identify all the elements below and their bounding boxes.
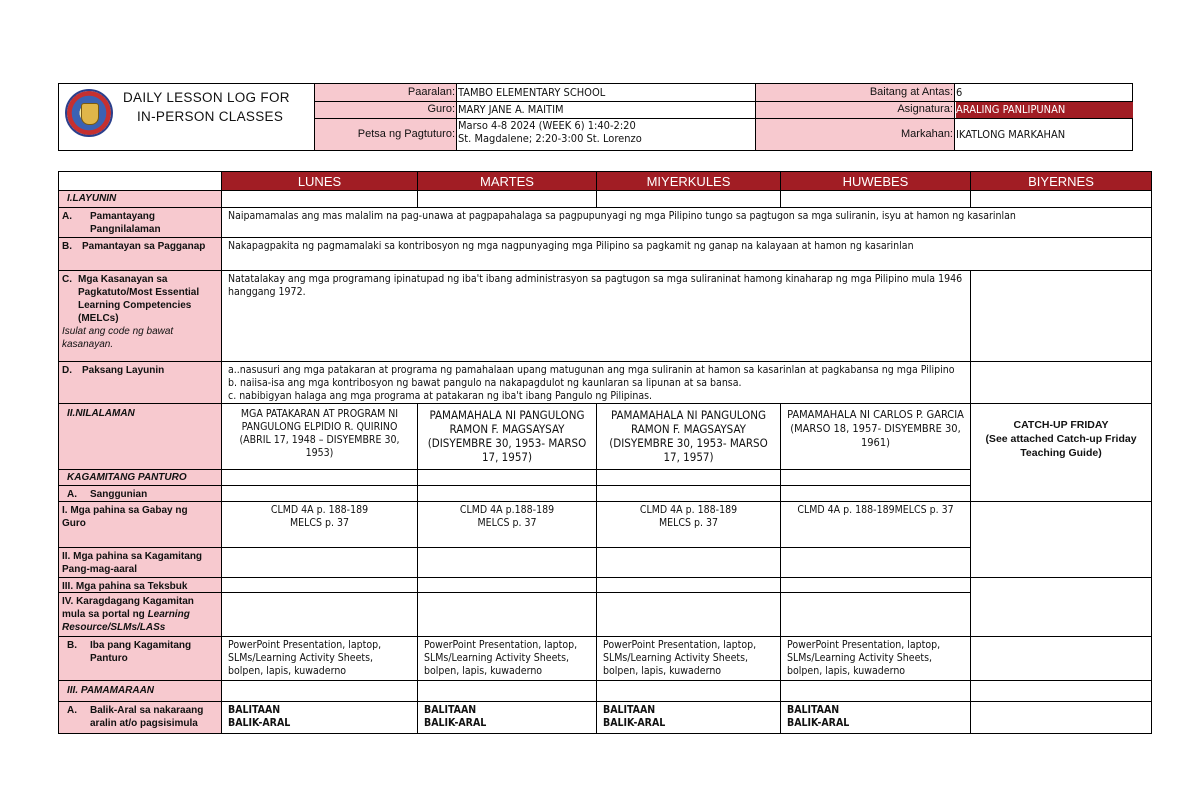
petsa-label: Petsa ng Pagtuturo: [314,118,457,150]
row-label-gabay-ng-guro [59,502,222,548]
row-label-text: Pang-mag-aaral [62,564,138,575]
row-label-text: mula sa portal ng [62,609,145,620]
day-header-huwebes: HUWEBES [781,172,971,191]
row-label-balik-aral [59,702,222,734]
empty-cell [222,578,418,593]
header-table [58,83,1133,151]
petsa-value-line1: Marso 4-8 2024 (WEEK 6) 1:40-2:20 [458,119,636,132]
row-label-letter: B. [62,241,72,252]
empty-cell [418,578,597,593]
row-label-karagdagang-kagamitan [59,593,222,637]
row-label-text: IV. Karagdagang Kagamitan [62,596,194,607]
empty-cell [597,191,781,208]
row-label-letter: D. [62,365,72,376]
balitaan-label: BALITAAN [424,704,477,716]
empty-cell [222,681,418,702]
row-label-melcs [59,271,222,362]
day-header-biyernes: BIYERNES [971,172,1152,191]
baitang-value: 6 [956,86,963,99]
row-label-text: (MELCs) [78,313,119,324]
section-kagamitang-panturo: KAGAMITANG PANTURO [59,470,222,486]
empty-cell [597,578,781,593]
empty-cell [597,486,781,502]
row-label-text: Resource/SLMs/LASs [62,622,166,633]
row-label-letter: A. [67,489,77,500]
markahan-value: IKATLONG MARKAHAN [956,128,1066,141]
deped-seal-icon [65,89,113,137]
empty-cell [597,681,781,702]
row-label-text: Iba pang Kagamitang [90,640,192,651]
empty-cell [971,191,1152,208]
empty-cell [597,593,781,637]
empty-cell [597,470,781,486]
petsa-value-line2: St. Magdalene; 2:20-3:00 St. Lorenzo [458,132,642,145]
row-label-pamantayang-pangnilalaman [59,208,222,238]
row-label-text: Pamantayang Pangnilalaman [90,211,161,235]
section-layunin: I.LAYUNIN [59,191,222,208]
empty-cell [781,593,971,637]
document-title-line1: DAILY LESSON LOG FOR [123,90,290,105]
balik-aral-label: BALIK-ARAL [228,717,291,729]
row-label-text: Pagkatuto/Most Essential [78,287,200,298]
paksang-layunin-value [222,362,971,404]
row-label-paksang-layunin [59,362,222,404]
balitaan-label: BALITAAN [228,704,281,716]
empty-cell [781,578,971,593]
nilalaman-huwebes: PAMAMAHALA NI CARLOS P. GARCIA (MARSO 18, 1957- DISYEMBRE 30, 1961) [781,404,971,470]
row-label-text: II. Mga pahina sa Kagamitang [62,551,203,562]
asignatura-value: ARALING PANLIPUNAN [956,101,1133,118]
empty-cell [781,486,971,502]
balik-aral-label: BALIK-ARAL [603,717,666,729]
balik-aral-huwebes [781,702,971,734]
guro-label: Guro: [314,101,457,118]
row-label-kagamitang-pang-mag-aaral [59,548,222,578]
gabay-lunes-line1: CLMD 4A p. 188-189 [270,504,369,516]
petsa-value [458,119,756,150]
row-label-text: Learning Competencies [78,300,192,311]
empty-cell [418,548,597,578]
nilalaman-martes: PAMAMAHALA NI PANGULONG RAMON F. MAGSAYSAY (DISYEMBRE 30, 1953- MARSO 17, 1957) [418,404,597,470]
gabay-martes [418,502,597,548]
row-label-text: Pamantayan sa Pagganap [82,241,206,252]
balik-aral-lunes [222,702,418,734]
row-label-sanggunian [59,486,222,502]
pamantayan-sa-pagganap-value: Nakapagpakita ng pagmamalaki sa kontribosyon ng mga nagpunyaging mga Pilipino sa pagkamit ng ganap na kalayaan at hamon ng kasarinlan [222,238,1152,271]
empty-cell [781,191,971,208]
empty-cell [597,548,781,578]
row-label-teksbuk: III. Mga pahina sa Teksbuk [59,578,222,593]
catch-up-friday-title: CATCH-UP FRIDAY [1013,419,1109,431]
day-header-miyerkules: MIYERKULES [597,172,781,191]
empty-cell [222,548,418,578]
gabay-lunes [222,502,418,548]
empty-cell [781,548,971,578]
balik-aral-miyerkules [597,702,781,734]
melcs-value-line2: hanggang 1972. [228,286,306,298]
gabay-martes-line2: MELCS p. 37 [477,517,537,529]
row-label-text: Sanggunian [90,489,148,500]
row-label-text: Mga Kasanayan sa [78,274,168,285]
empty-cell [222,470,418,486]
guro-value: MARY JANE A. MAITIM [458,103,564,116]
paksang-layunin-line2: b. naiisa-isa ang mga kontribosyon ng bawat pangulo na nakapagdulot ng kaunlaran sa lipunan at sa bansa. [228,377,742,389]
header-logo-cell [59,84,314,150]
header-divider [314,118,1133,119]
gabay-huwebes: CLMD 4A p. 188-189MELCS p. 37 [781,502,971,548]
empty-cell [418,593,597,637]
iba-kagamitan-martes: PowerPoint Presentation, laptop, SLMs/Learning Activity Sheets, bolpen, lapis, kuwaderno [418,637,597,681]
section-pamamaraan: III. PAMAMARAAN [59,681,222,702]
row-label-letter: A. [62,211,72,222]
balik-aral-label: BALIK-ARAL [424,717,487,729]
empty-cell [781,470,971,486]
pamantayang-pangnilalaman-value: Naipamamalas ang mas malalim na pag-unawa at pagpapahalaga sa pagpupunyagi ng mga Pilipino tungo sa pagtugon sa mga suliranin, isyu at hamon ng kasarinlan [222,208,1152,238]
empty-cell [971,578,1152,637]
gabay-miyerkules-line1: CLMD 4A p. 188-189 [639,504,738,516]
iba-kagamitan-lunes: PowerPoint Presentation, laptop, SLMs/Learning Activity Sheets, bolpen, lapis, kuwaderno [222,637,418,681]
asignatura-label: Asignatura: [755,101,955,118]
balitaan-label: BALITAAN [787,704,840,716]
empty-cell [971,502,1152,578]
row-label-text: Learning [147,609,190,620]
row-label-pamantayan-sa-pagganap [59,238,222,271]
nilalaman-biyernes [971,404,1152,502]
iba-kagamitan-miyerkules: PowerPoint Presentation, laptop, SLMs/Learning Activity Sheets, bolpen, lapis, kuwaderno [597,637,781,681]
nilalaman-lunes: MGA PATAKARAN AT PROGRAM NI PANGULONG ELPIDIO R. QUIRINO (ABRIL 17, 1948 – DISYEMBRE 30, 1953) [222,404,418,470]
gabay-lunes-line2: MELCS p. 37 [290,517,349,529]
row-label-text: aralin at/o pagsisimula [90,718,198,729]
row-label-text: Paksang Layunin [82,365,165,376]
iba-kagamitan-huwebes: PowerPoint Presentation, laptop, SLMs/Learning Activity Sheets, bolpen, lapis, kuwaderno [781,637,971,681]
empty-cell [418,681,597,702]
row-label-letter: A. [67,705,77,716]
paksang-layunin-line3: c. nabibigyan halaga ang mga programa at patakaran ng iba't ibang Pangulo ng Pilipinas. [228,390,653,402]
row-label-note: Isulat ang code ng bawat [62,326,174,337]
row-label-note: kasanayan. [62,339,114,350]
row-label-text: I. Mga pahina sa Gabay ng [62,505,188,516]
document-title [123,88,313,126]
gabay-martes-line1: CLMD 4A p.188-189 [459,504,555,516]
empty-cell [418,191,597,208]
melcs-value-line1: Natatalakay ang mga programang ipinatupad ng iba't ibang administrasyon sa pagtugon sa mga suliraninat hamong kinaharap ng mga Pilipino mula 1946 [228,273,963,285]
lesson-log-table [58,171,1152,734]
empty-cell [971,637,1152,681]
day-header-martes: MARTES [418,172,597,191]
corner-cell [59,172,222,191]
empty-cell [971,681,1152,702]
melcs-value [222,271,971,362]
balik-aral-martes [418,702,597,734]
empty-cell [971,702,1152,734]
paksang-layunin-line1: a..nasusuri ang mga patakaran at programa ng pamahalaan upang matugunan ang mga suliranin at hamon sa kasarinlan at pagkabansa ng mga Pilipino [228,364,955,376]
row-label-text: Panturo [90,653,128,664]
baitang-label: Baitang at Antas: [755,84,955,101]
empty-cell [222,486,418,502]
row-label-text: Balik-Aral sa nakaraang [90,705,204,716]
empty-cell [222,593,418,637]
empty-cell [971,271,1152,362]
row-label-iba-pang-kagamitan [59,637,222,681]
document-title-line2: IN-PERSON CLASSES [137,109,284,124]
row-label-letter: B. [67,640,77,651]
section-nilalaman: II.NILALAMAN [59,404,222,470]
gabay-miyerkules-line2: MELCS p. 37 [659,517,718,529]
paaralan-value: TAMBO ELEMENTARY SCHOOL [458,86,606,99]
catch-up-friday-note: (See attached Catch-up Friday Teaching Guide) [985,433,1137,459]
header-divider [314,101,1133,102]
empty-cell [418,470,597,486]
balitaan-label: BALITAAN [603,704,656,716]
row-label-letter: C. [62,274,72,285]
empty-cell [418,486,597,502]
row-label-text: Guro [62,518,86,529]
day-header-lunes: LUNES [222,172,418,191]
paaralan-label: Paaralan: [314,84,457,101]
gabay-miyerkules [597,502,781,548]
markahan-label: Markahan: [755,118,955,150]
nilalaman-miyerkules: PAMAMAHALA NI PANGULONG RAMON F. MAGSAYSAY (DISYEMBRE 30, 1953- MARSO 17, 1957) [597,404,781,470]
empty-cell [222,191,418,208]
empty-cell [781,681,971,702]
balik-aral-label: BALIK-ARAL [787,717,850,729]
empty-cell [971,362,1152,404]
